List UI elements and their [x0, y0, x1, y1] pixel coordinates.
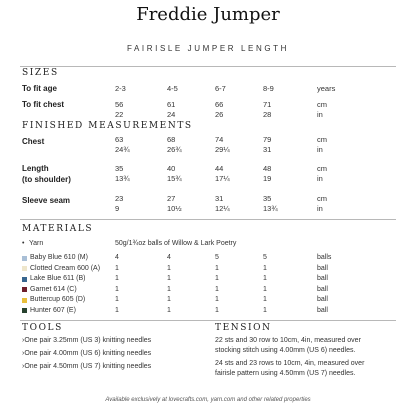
yarn-unit: ball [317, 275, 328, 282]
yarn-quantity: 4 [115, 254, 119, 261]
to-fit-chest-label: To fit chest [22, 100, 65, 109]
tool-item-label: One pair 4.00mm (US 6) knitting needles [24, 350, 152, 357]
pattern-subtitle: FAIRISLE JUMPER LENGTH [126, 44, 290, 53]
finished-chest-label: Chest [22, 137, 45, 146]
materials-heading: MATERIALS [22, 224, 94, 234]
sleeve-cm-1: 23 [115, 194, 124, 203]
yarn-swatch [22, 277, 27, 282]
length-label: Length [22, 164, 49, 173]
finished-chest-in-3: 29¼ [215, 145, 230, 154]
unit-cm: cm [317, 135, 327, 144]
yarn-unit: ball [317, 285, 328, 293]
tool-item-label: One pair 4.50mm (US 7) knitting needles [24, 363, 152, 370]
yarn-quantity: 1 [263, 264, 267, 272]
yarn-quantity: 1 [115, 264, 119, 272]
age-size-1: 2-3 [115, 84, 126, 93]
length-cm-1: 35 [115, 164, 124, 173]
yarn-swatch [22, 256, 27, 261]
yarn-quantity: 1 [215, 275, 219, 282]
chest-cm-2: 61 [167, 100, 176, 109]
yarn-quantity: 1 [167, 275, 171, 282]
yarn-swatch [22, 308, 27, 313]
length-in-4: 19 [263, 174, 272, 183]
yarn-name: Clotted Cream 600 (A) [30, 264, 101, 272]
age-size-2: 4-5 [167, 84, 178, 93]
yarn-unit: ball [317, 296, 328, 303]
yarn-quantity: 1 [115, 296, 119, 303]
to-fit-age-label: To fit age [22, 84, 57, 93]
unit-in: in [317, 174, 323, 183]
chest-cm-3: 66 [215, 100, 224, 109]
chest-in-3: 26 [215, 110, 224, 119]
unit-in: in [317, 145, 323, 154]
chest-cm-1: 56 [115, 100, 124, 109]
finished-measurements-heading: FINISHED MEASUREMENTS [22, 121, 193, 131]
finished-chest-cm-3: 74 [215, 135, 224, 144]
yarn-quantity: 1 [167, 264, 171, 272]
yarn-description: 50g/1¾oz balls of Willow & Lark Poetry [115, 240, 237, 247]
divider [20, 66, 396, 67]
yarn-name: Garnet 614 (C) [30, 285, 77, 293]
yarn-quantity: 1 [263, 285, 267, 293]
chest-in-1: 22 [115, 110, 124, 119]
age-size-3: 6-7 [215, 84, 226, 93]
chest-in-4: 28 [263, 110, 272, 119]
finished-chest-in-1: 24¾ [115, 145, 130, 154]
yarn-quantity: 1 [167, 296, 171, 303]
yarn-unit: ball [317, 264, 328, 272]
tension-line: fairisle pattern using 4.50mm (US 7) needles. [215, 370, 356, 377]
sleeve-in-2: 10½ [167, 204, 182, 213]
yarn-name: Baby Blue 610 (M) [30, 254, 88, 261]
divider [20, 320, 396, 321]
unit-in: in [317, 110, 323, 119]
tension-line: 24 sts and 23 rows to 10cm, 4in, measured over [215, 360, 365, 367]
yarn-unit: balls [317, 254, 332, 261]
finished-chest-cm-1: 63 [115, 135, 124, 144]
yarn-label: Yarn [29, 240, 44, 247]
length-in-3: 17¼ [215, 174, 230, 183]
footer-note: Available exclusively at lovecrafts.com, yarn.com and other related properties [105, 397, 311, 403]
length-sublabel: (to shoulder) [22, 175, 71, 184]
yarn-bullet: • [22, 240, 25, 247]
tension-line: 22 sts and 30 row to 10cm, 4in, measured over [215, 337, 361, 344]
sleeve-cm-3: 31 [215, 194, 224, 203]
yarn-name: Buttercup 605 (D) [30, 296, 86, 303]
yarn-quantity: 1 [215, 285, 219, 293]
chest-in-2: 24 [167, 110, 176, 119]
yarn-quantity: 1 [115, 275, 119, 282]
yarn-quantity: 1 [215, 264, 219, 272]
yarn-unit: ball [317, 306, 328, 314]
sleeve-in-3: 12¼ [215, 204, 230, 213]
yarn-quantity: 1 [115, 306, 119, 314]
chest-cm-4: 71 [263, 100, 272, 109]
yarn-quantity: 1 [263, 296, 267, 303]
yarn-quantity: 1 [263, 306, 267, 314]
age-size-4: 8-9 [263, 84, 274, 93]
sleeve-in-1: 9 [115, 204, 120, 213]
yarn-quantity: 1 [215, 306, 219, 314]
sizes-heading: SIZES [22, 68, 59, 78]
tool-item-label: One pair 3.25mm (US 3) knitting needles [24, 337, 152, 344]
yarn-quantity: 5 [215, 254, 219, 261]
yarn-quantity: 1 [215, 296, 219, 303]
yarn-quantity: 1 [115, 285, 119, 293]
yarn-name: Lake Blue 611 (B) [30, 275, 86, 282]
sleeve-in-4: 13¾ [263, 204, 278, 213]
unit-cm: cm [317, 100, 327, 109]
yarn-swatch [22, 266, 27, 271]
unit-in: in [317, 204, 323, 213]
unit-cm: cm [317, 164, 327, 173]
pattern-title: Freddie Jumper [136, 4, 280, 25]
sleeve-cm-4: 35 [263, 194, 272, 203]
finished-chest-in-4: 31 [263, 145, 272, 154]
yarn-quantity: 1 [167, 285, 171, 293]
tool-item: ›One pair 3.25mm (US 3) knitting needles [22, 337, 152, 344]
tension-heading: TENSION [215, 323, 272, 333]
finished-chest-in-2: 26¾ [167, 145, 182, 154]
finished-chest-cm-2: 68 [167, 135, 176, 144]
yarn-quantity: 5 [263, 254, 267, 261]
length-cm-4: 48 [263, 164, 272, 173]
yarn-swatch [22, 287, 27, 292]
length-cm-2: 40 [167, 164, 176, 173]
yarn-name: Hunter 607 (E) [30, 306, 76, 314]
unit-cm: cm [317, 194, 327, 203]
tool-item: ›One pair 4.00mm (US 6) knitting needles [22, 350, 152, 357]
tool-item: ›One pair 4.50mm (US 7) knitting needles [22, 363, 152, 370]
tension-line: stocking stitch using 4.00mm (US 6) needles. [215, 347, 356, 354]
length-cm-3: 44 [215, 164, 224, 173]
yarn-quantity: 1 [167, 306, 171, 314]
finished-chest-cm-4: 79 [263, 135, 272, 144]
tools-heading: TOOLS [22, 323, 63, 333]
length-in-1: 13¾ [115, 174, 130, 183]
sleeve-cm-2: 27 [167, 194, 176, 203]
divider [20, 219, 396, 220]
sleeve-seam-label: Sleeve seam [22, 196, 71, 205]
age-unit: years [317, 84, 336, 93]
yarn-quantity: 1 [263, 275, 267, 282]
yarn-quantity: 4 [167, 254, 171, 261]
yarn-swatch [22, 298, 27, 303]
length-in-2: 15¾ [167, 174, 182, 183]
